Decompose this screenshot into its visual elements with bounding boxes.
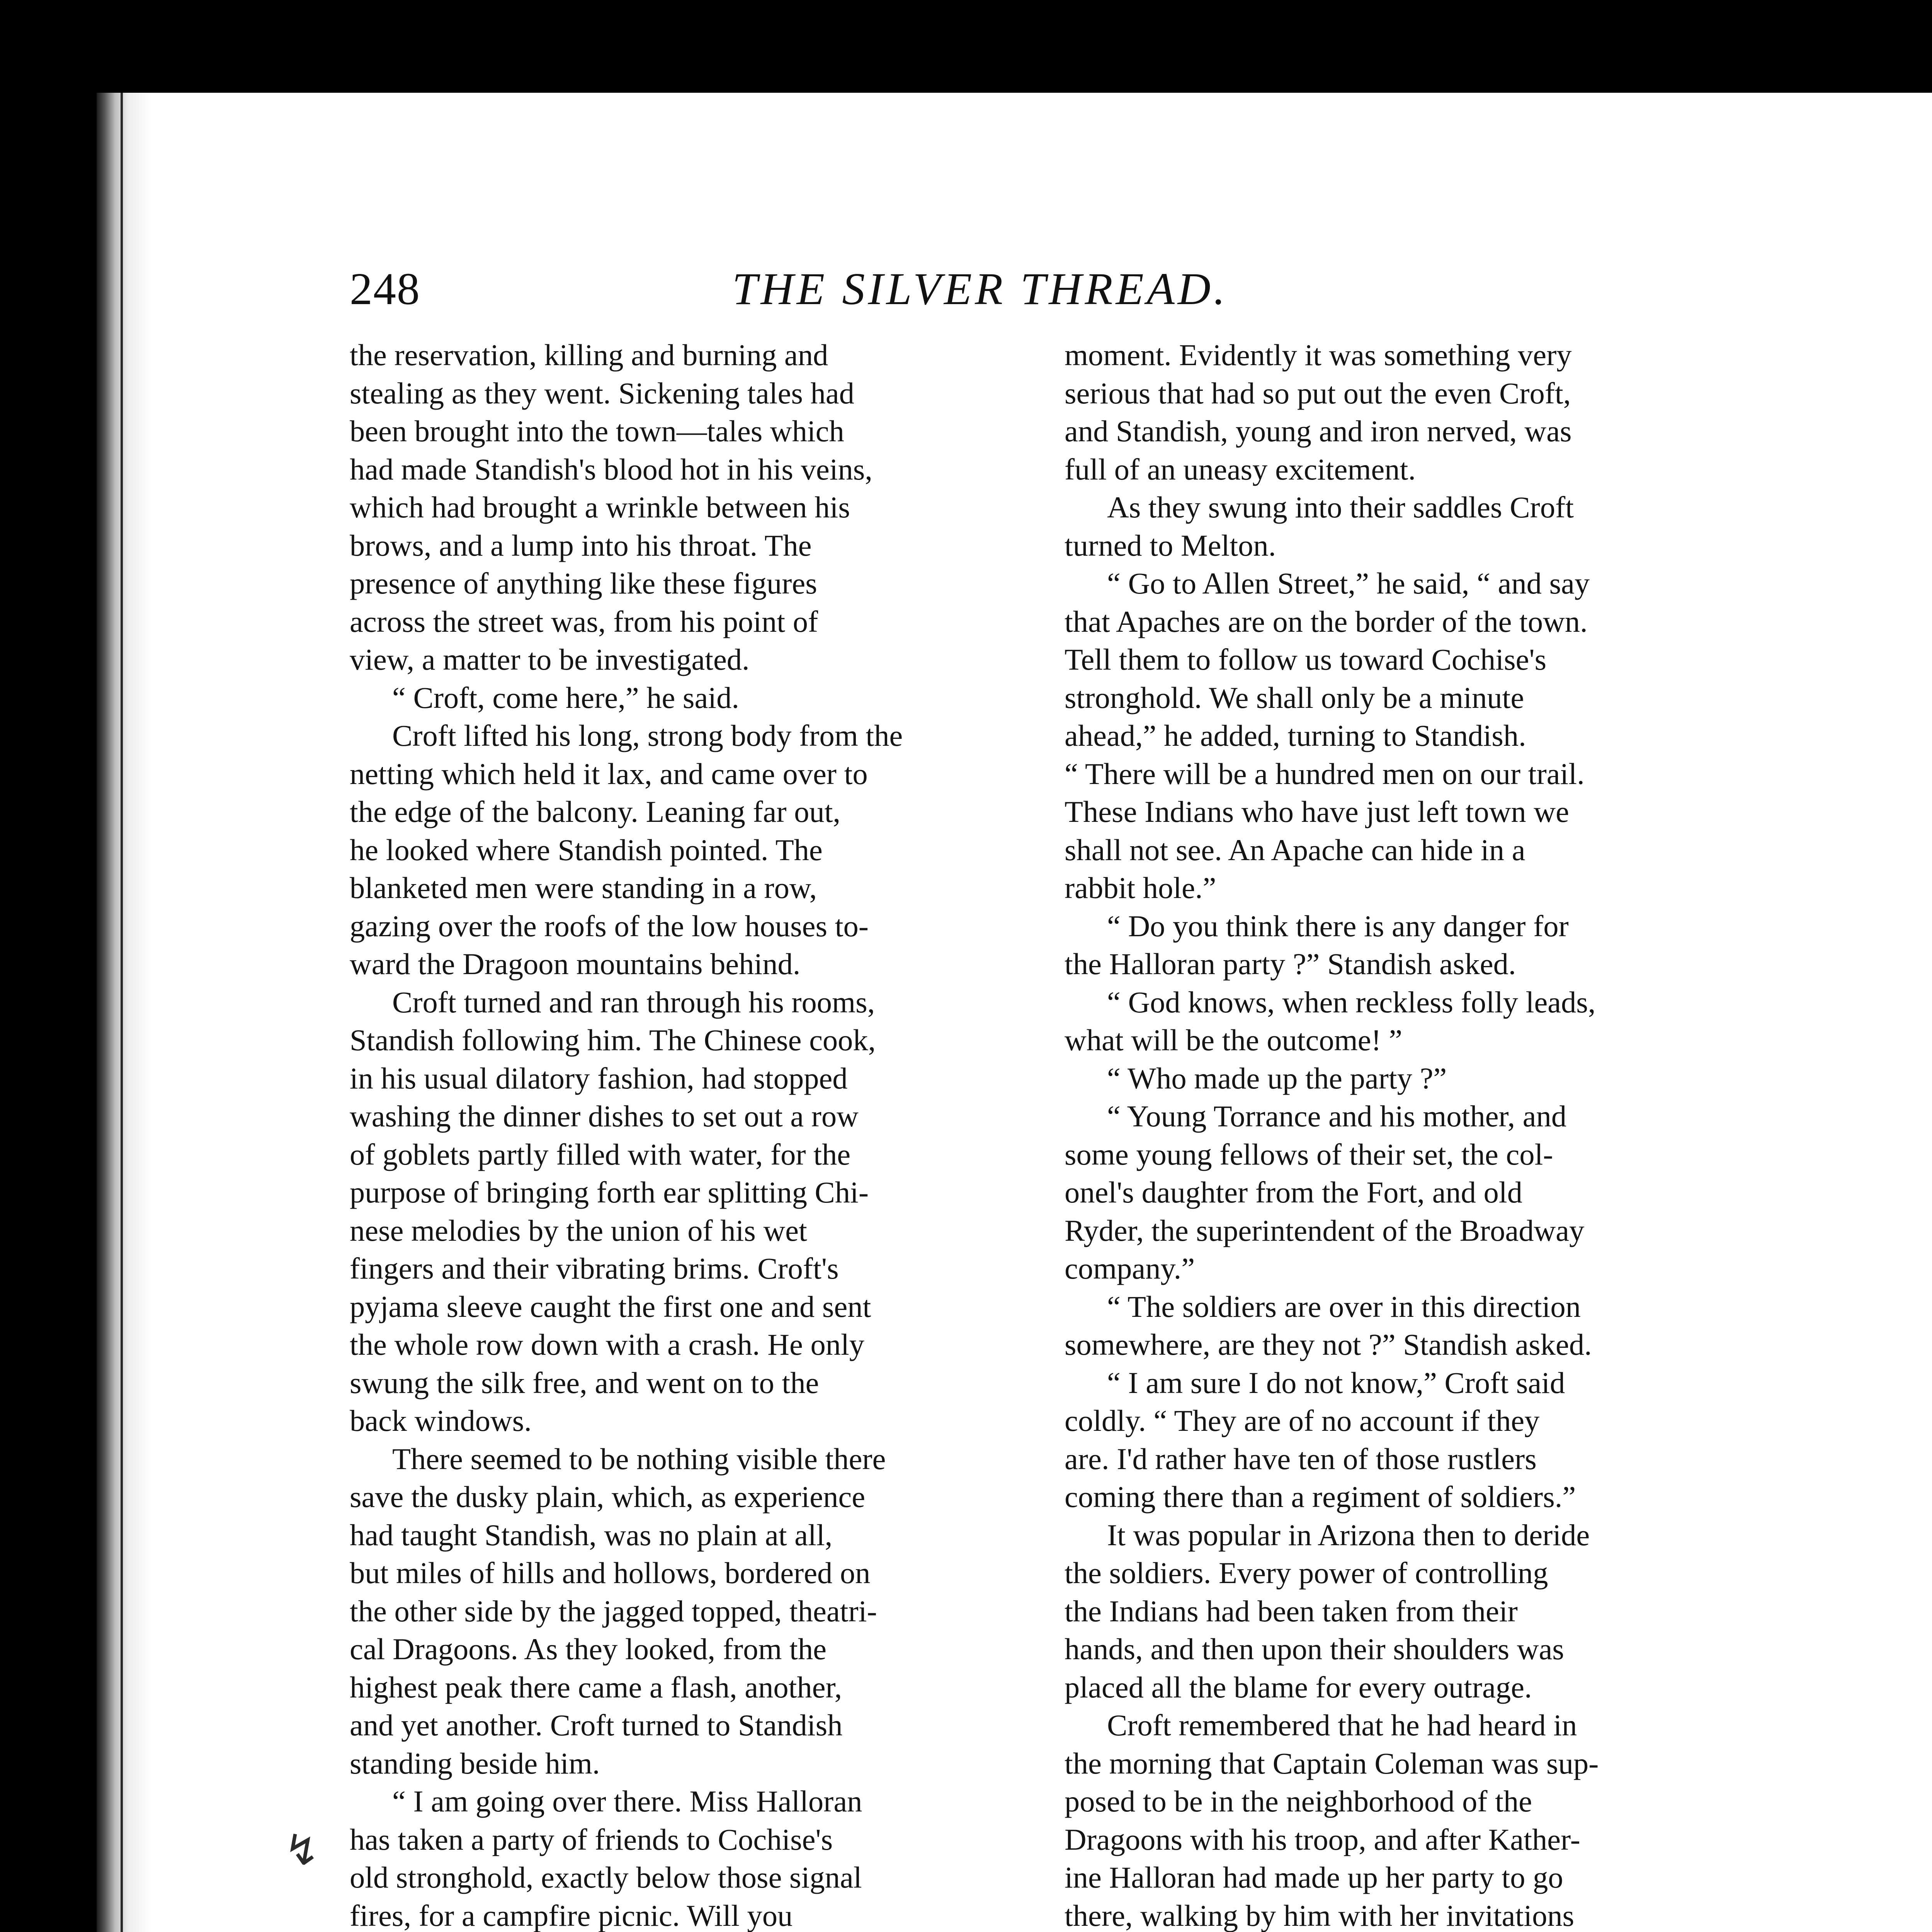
text-line: save the dusky plain, which, as experience <box>350 1480 866 1514</box>
page-header <box>350 247 1795 321</box>
text-line: ahead,” he added, turning to Standish. <box>1065 719 1526 752</box>
text-line: netting which held it lax, and came over to <box>350 757 868 791</box>
text-line: shall not see. An Apache can hide in a <box>1065 833 1526 867</box>
text-line: the soldiers. Every power of controlling <box>1065 1556 1548 1590</box>
text-line: the Indians had been taken from their <box>1065 1594 1518 1628</box>
text-line: Tell them to follow us toward Cochise's <box>1065 643 1547 676</box>
text-line: the morning that Captain Coleman was sup- <box>1065 1746 1599 1780</box>
text-line: fingers and their vibrating brims. Croft's <box>350 1252 839 1285</box>
text-line: he looked where Standish pointed. The <box>350 833 823 867</box>
text-line: stronghold. We shall only be a minute <box>1065 680 1524 714</box>
text-line: swung the silk free, and went on to the <box>350 1366 819 1400</box>
text-line: Standish following him. The Chinese cook, <box>350 1023 876 1057</box>
text-line: and Standish, young and iron nerved, was <box>1065 414 1572 448</box>
text-line: Croft remembered that he had heard in <box>1107 1708 1577 1742</box>
text-line: standing beside him. <box>350 1746 600 1780</box>
running-head: THE SILVER THREAD. <box>732 264 1228 314</box>
text-line: somewhere, are they not ?” Standish asked. <box>1065 1328 1592 1361</box>
text-column-left <box>284 336 1022 1932</box>
text-line: blanketed men were standing in a row, <box>350 871 817 905</box>
text-line: rabbit hole.” <box>1065 871 1216 905</box>
text-line: purpose of bringing forth ear splitting Chi- <box>350 1175 869 1209</box>
text-line: Ryder, the superintendent of the Broadway <box>1065 1213 1585 1247</box>
margin-ink-mark: ↯ <box>284 1827 320 1874</box>
text-line: the Halloran party ?” Standish asked. <box>1065 947 1516 981</box>
text-line: old stronghold, exactly below those signal <box>350 1861 862 1894</box>
text-line: brows, and a lump into his throat. The <box>350 528 812 562</box>
text-line: moment. Evidently it was something very <box>1065 338 1572 372</box>
text-line: hands, and then upon their shoulders was <box>1065 1632 1564 1666</box>
text-line: the whole row down with a crash. He only <box>350 1328 865 1361</box>
text-line: and yet another. Croft turned to Standish <box>350 1708 843 1742</box>
text-line: “ God knows, when reckless folly leads, <box>1107 985 1596 1019</box>
text-line: As they swung into their saddles Croft <box>1107 490 1574 524</box>
text-line: “ Who made up the party ?” <box>1107 1061 1447 1095</box>
text-line: “ There will be a hundred men on our trail. <box>1065 757 1585 791</box>
text-line: Croft turned and ran through his rooms, <box>392 985 875 1019</box>
text-line: serious that had so put out the even Croft, <box>1065 376 1571 410</box>
page-number: 248 <box>350 264 420 314</box>
text-line: what will be the outcome! ” <box>1065 1023 1403 1057</box>
text-line: turned to Melton. <box>1065 528 1276 562</box>
text-line: “ I am going over there. Miss Halloran <box>392 1784 862 1818</box>
text-line: gazing over the roofs of the low houses to- <box>350 909 869 943</box>
text-line: the edge of the balcony. Leaning far out, <box>350 795 841 828</box>
text-line: posed to be in the neighborhood of the <box>1065 1784 1532 1818</box>
text-line: company.” <box>1065 1252 1195 1285</box>
text-line: stealing as they went. Sickening tales had <box>350 376 854 410</box>
text-line: but miles of hills and hollows, bordered on <box>350 1556 871 1590</box>
text-line: the other side by the jagged topped, theatri- <box>350 1594 877 1628</box>
text-line: ine Halloran had made up her party to go <box>1065 1861 1563 1894</box>
text-line: ward the Dragoon mountains behind. <box>350 947 801 981</box>
text-line: there, walking by him with her invitations <box>1065 1898 1575 1932</box>
text-line: placed all the blame for every outrage. <box>1065 1670 1532 1704</box>
binding-line <box>121 93 123 1932</box>
text-line: Dragoons with his troop, and after Kather- <box>1065 1822 1580 1856</box>
text-line: been brought into the town—tales which <box>350 414 844 448</box>
text-line: nese melodies by the union of his wet <box>350 1213 807 1247</box>
text-line: which had brought a wrinkle between his <box>350 490 850 524</box>
text-line: “ The soldiers are over in this direction <box>1107 1289 1581 1323</box>
text-line: had taught Standish, was no plain at all, <box>350 1518 833 1552</box>
text-column-right <box>1065 336 1737 1932</box>
text-line: the reservation, killing and burning and <box>350 338 828 372</box>
text-line: presence of anything like these figures <box>350 566 817 600</box>
text-line: “ Croft, come here,” he said. <box>392 680 739 714</box>
text-line: These Indians who have just left town we <box>1065 795 1569 828</box>
text-line: view, a matter to be investigated. <box>350 643 750 676</box>
text-line: fires, for a campfire picnic. Will you <box>350 1898 793 1932</box>
text-line: There seemed to be nothing visible there <box>392 1442 886 1476</box>
text-line: full of an uneasy excitement. <box>1065 452 1416 486</box>
text-line: coldly. “ They are of no account if they <box>1065 1404 1540 1437</box>
text-line: of goblets partly filled with water, for the <box>350 1137 851 1171</box>
text-line: “ Young Torrance and his mother, and <box>1107 1099 1566 1133</box>
text-line: cal Dragoons. As they looked, from the <box>350 1632 827 1666</box>
scanned-page <box>97 93 1932 1932</box>
text-line: pyjama sleeve caught the first one and sent <box>350 1289 871 1323</box>
text-line: washing the dinner dishes to set out a row <box>350 1099 859 1133</box>
text-line: some young fellows of their set, the col- <box>1065 1137 1553 1171</box>
text-line: has taken a party of friends to Cochise's <box>350 1822 833 1856</box>
text-line: onel's daughter from the Fort, and old <box>1065 1175 1522 1209</box>
text-line: across the street was, from his point of <box>350 604 818 638</box>
text-line: had made Standish's blood hot in his veins, <box>350 452 872 486</box>
text-line: in his usual dilatory fashion, had stopped <box>350 1061 848 1095</box>
text-line: “ Go to Allen Street,” he said, “ and say <box>1107 566 1590 600</box>
text-line: highest peak there came a flash, another, <box>350 1670 842 1704</box>
text-line: Croft lifted his long, strong body from the <box>392 719 903 752</box>
text-line: “ Do you think there is any danger for <box>1107 909 1569 943</box>
text-line: back windows. <box>350 1404 532 1437</box>
text-line: It was popular in Arizona then to deride <box>1107 1518 1590 1552</box>
binding-gutter <box>97 93 151 1932</box>
text-line: are. I'd rather have ten of those rustlers <box>1065 1442 1537 1476</box>
text-line: “ I am sure I do not know,” Croft said <box>1107 1366 1565 1400</box>
text-line: that Apaches are on the border of the town. <box>1065 604 1588 638</box>
text-line: coming there than a regiment of soldiers.” <box>1065 1480 1576 1514</box>
